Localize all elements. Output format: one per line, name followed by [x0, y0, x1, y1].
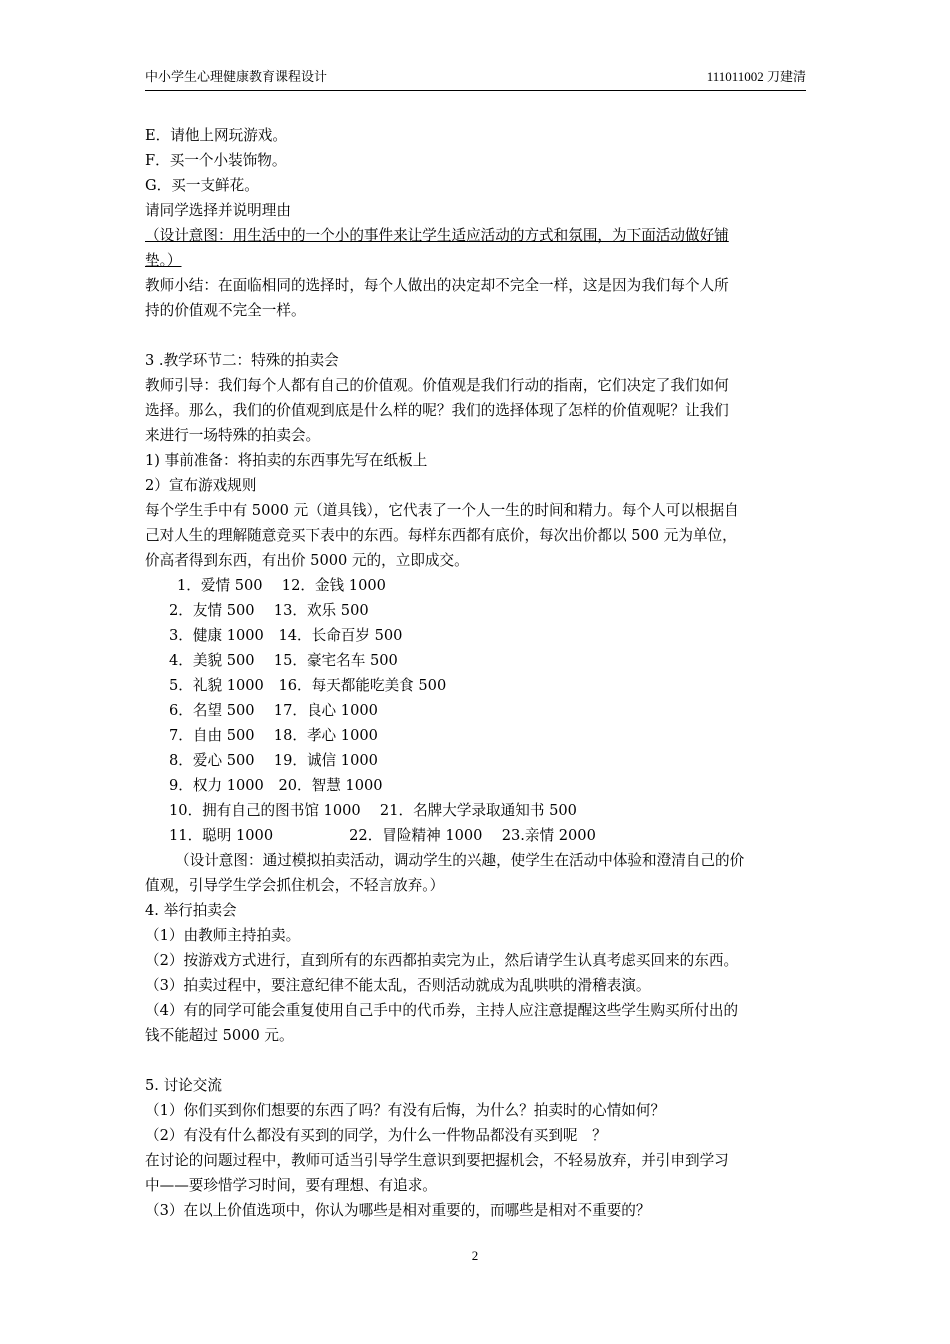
auction-item-row: 2．友情 500 13．欢乐 500	[169, 602, 369, 619]
section-5-heading: 5. 讨论交流	[145, 1077, 222, 1094]
document-body	[145, 123, 810, 1223]
auction-item-row: 8．爱心 500 19．诚信 1000	[169, 752, 378, 769]
auction-item-row: 1．爱情 500 12．金钱 1000	[177, 577, 386, 594]
teacher-guide-line-2: 选择。那么，我们的价值观到底是什么样的呢？我们的选择体现了怎样的价值观呢？让我们	[145, 402, 729, 419]
section-4-heading: 4. 举行拍卖会	[145, 902, 237, 919]
header-course-title: 中小学生心理健康教育课程设计	[145, 69, 328, 84]
design-intent-2-line-1: （设计意图：通过模拟拍卖活动，调动学生的兴趣，使学生在活动中体验和澄清自己的价	[175, 852, 745, 869]
choice-prompt: 请同学选择并说明理由	[145, 202, 291, 219]
section-5-question-2: （2）有没有什么都没有买到的同学，为什么一件物品都没有买到呢 ？	[145, 1127, 607, 1144]
design-intent-2-line-2: 值观，引导学生学会抓住机会，不轻言放弃。）	[145, 877, 445, 894]
option-e: E．请他上网玩游戏。	[145, 127, 287, 144]
rules-line-3: 价高者得到东西，有出价 5000 元的，立即成交。	[145, 552, 469, 569]
rules-line-1: 每个学生手中有 5000 元（道具钱），它代表了一个人一生的时间和精力。每个人可以根据自	[145, 502, 739, 519]
auction-item-row: 7．自由 500 18．孝心 1000	[169, 727, 378, 744]
section-4-step-3: （3）拍卖过程中，要注意纪律不能太乱，否则活动就成为乱哄哄的滑稽表演。	[145, 977, 651, 994]
design-intent-1-line-2: 垫。）	[145, 252, 182, 269]
page-header	[145, 64, 806, 91]
option-g: G．买一支鲜花。	[145, 177, 259, 194]
teacher-guide-line-3: 来进行一场特殊的拍卖会。	[145, 427, 321, 444]
section-5-note-line-1: 在讨论的问题过程中，教师可适当引导学生意识到要把握机会，不轻易放弃，并引申到学习	[145, 1152, 729, 1169]
section-4-step-4-line-1: （4）有的同学可能会重复使用自己手中的代币券，主持人应注意提醒这些学生购买所付出的	[145, 1002, 739, 1019]
section-5-note-line-2: 中——要珍惜学习时间，要有理想、有追求。	[145, 1177, 437, 1194]
auction-item-row: 3．健康 1000 14．长命百岁 500	[169, 627, 403, 644]
auction-item-22-23: 22．冒险精神 1000 23.亲情 2000	[349, 827, 596, 844]
section-4-step-1: （1）由教师主持拍卖。	[145, 927, 301, 944]
teacher-summary-line-1: 教师小结：在面临相同的选择时，每个人做出的决定却不完全一样，这是因为我们每个人所	[145, 277, 729, 294]
section-4-step-2: （2）按游戏方式进行，直到所有的东西都拍卖完为止，然后请学生认真考虑买回来的东西。	[145, 952, 739, 969]
teacher-guide-line-1: 教师引导：我们每个人都有自己的价值观。价值观是我们行动的指南，它们决定了我们如何	[145, 377, 729, 394]
auction-item-11: 11．聪明 1000	[169, 827, 274, 844]
auction-item-row: 4．美貌 500 15．豪宅名车 500	[169, 652, 398, 669]
design-intent-1-line-1: （设计意图：用生活中的一个小的事件来让学生适应活动的方式和氛围，为下面活动做好铺	[145, 227, 729, 244]
option-f: F．买一个小装饰物。	[145, 152, 287, 169]
auction-item-row: 5．礼貌 1000 16．每天都能吃美食 500	[169, 677, 447, 694]
section-3-heading: 3 .教学环节二：特殊的拍卖会	[145, 352, 339, 369]
teacher-summary-line-2: 持的价值观不完全一样。	[145, 302, 306, 319]
page-number: 2	[471, 1248, 479, 1263]
preparation-step: 1) 事前准备：将拍卖的东西事先写在纸板上	[145, 452, 428, 469]
section-4-step-4-line-2: 钱不能超过 5000 元。	[145, 1027, 294, 1044]
auction-item-row	[145, 823, 810, 848]
auction-item-row: 10．拥有自己的图书馆 1000 21．名牌大学录取通知书 500	[169, 802, 577, 819]
section-5-question-3: （3）在以上价值选项中，你认为哪些是相对重要的，而哪些是相对不重要的？	[145, 1202, 651, 1219]
rules-line-2: 己对人生的理解随意竞买下表中的东西。每样东西都有底价，每次出价都以 500 元为单位，	[145, 527, 737, 544]
rules-heading: 2）宣布游戏规则	[145, 477, 257, 494]
auction-item-row: 9．权力 1000 20．智慧 1000	[169, 777, 383, 794]
auction-item-row: 6．名望 500 17．良心 1000	[169, 702, 378, 719]
header-author: 111011002 刀建清	[706, 69, 806, 84]
section-5-question-1: （1）你们买到你们想要的东西了吗？有没有后悔，为什么？拍卖时的心情如何？	[145, 1102, 666, 1119]
